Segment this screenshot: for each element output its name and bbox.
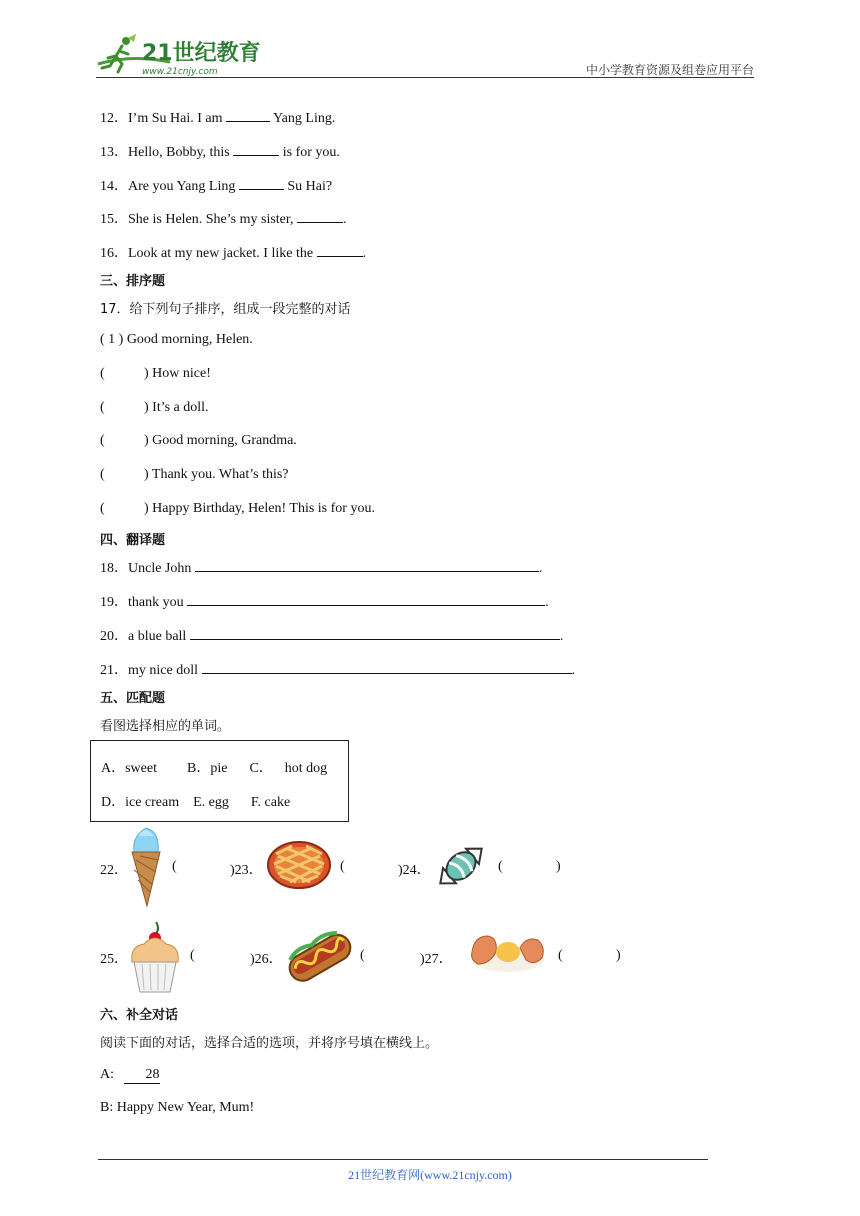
ice-cream-icon (128, 822, 164, 908)
section-instruction: 阅读下面的对话，选择合适的选项，并将序号填在横线上。 (100, 1036, 439, 1051)
question-21: 21．my nice doll . (100, 659, 575, 679)
question-24-number: )24． (398, 863, 431, 878)
ordering-item: ( ) Thank you. What’s this? (100, 467, 289, 482)
answer-blank[interactable] (317, 242, 363, 257)
question-22-number: 22． (100, 863, 128, 878)
question-25-number: 25． (100, 952, 128, 967)
question-23-number: )23． (230, 863, 263, 878)
section-title: 四、翻译题 (100, 533, 166, 548)
logo-url: www.21cnjy.com (142, 67, 218, 77)
question-15: 15．She is Helen. She’s my sister, . (100, 208, 346, 228)
word-options-box (90, 740, 349, 822)
question-27-number: )27． (420, 952, 453, 967)
question-13: 13．Hello, Bobby, this is for you. (100, 141, 340, 161)
answer-blank[interactable] (233, 141, 279, 156)
answer-paren-close: ) (616, 948, 621, 963)
section-title: 五、匹配题 (100, 691, 166, 706)
answer-paren-open: ( (340, 859, 345, 874)
footer-text: 21世纪教育网(www.21cnjy.com) (348, 1168, 512, 1182)
section-title: 六、补全对话 (100, 1008, 179, 1023)
dialogue-line-b: B: Happy New Year, Mum! (100, 1100, 255, 1115)
answer-blank[interactable]: 28 (124, 1067, 160, 1084)
section-instruction: 看图选择相应的单词。 (100, 719, 231, 734)
answer-paren-open: ( (190, 948, 195, 963)
eggs-icon (464, 930, 546, 974)
answer-paren-open: ( (360, 948, 365, 963)
answer-blank[interactable] (190, 625, 560, 640)
question-18: 18．Uncle John . (100, 557, 542, 577)
answer-blank[interactable] (202, 659, 572, 674)
hot-dog-icon (284, 925, 354, 987)
question-14: 14．Are you Yang Ling Su Hai? (100, 175, 332, 195)
ordering-item: ( ) How nice! (100, 366, 211, 381)
answer-paren-open: ( (498, 859, 503, 874)
answer-paren-open: ( (558, 948, 563, 963)
question-26-number: )26． (250, 952, 283, 967)
ordering-item-1: ( 1 ) Good morning, Helen. (100, 332, 253, 347)
answer-blank[interactable] (226, 107, 270, 122)
options-row: D．ice cream E. egg F. cake (101, 795, 291, 810)
header-platform-text: 中小学教育资源及组卷应用平台 (585, 63, 754, 77)
answer-blank[interactable] (297, 208, 343, 223)
section-title: 三、排序题 (100, 274, 166, 289)
candy-icon (432, 836, 490, 896)
answer-blank[interactable] (195, 557, 539, 572)
answer-blank[interactable] (239, 175, 284, 190)
logo-text: 21世纪教育 (142, 41, 261, 66)
ordering-item: ( ) Good morning, Grandma. (100, 433, 297, 448)
section-instruction: 17．给下列句子排序，组成一段完整的对话 (100, 302, 351, 317)
answer-paren-close: ) (556, 859, 561, 874)
ordering-item: ( ) It’s a doll. (100, 400, 209, 415)
header-divider (96, 77, 754, 78)
cupcake-icon (126, 918, 184, 994)
dialogue-line-a: A: 28 (100, 1067, 160, 1082)
question-20: 20．a blue ball . (100, 625, 563, 645)
answer-paren-open: ( (172, 859, 177, 874)
pie-icon (266, 838, 332, 890)
question-19: 19．thank you . (100, 591, 549, 611)
footer-divider (98, 1159, 708, 1160)
ordering-item: ( ) Happy Birthday, Helen! This is for you. (100, 501, 375, 516)
logo-icon (92, 34, 262, 78)
options-row: A．sweet B．pie C． hot dog (101, 761, 328, 776)
question-12: 12．I’m Su Hai. I am Yang Ling. (100, 107, 335, 127)
answer-blank[interactable] (187, 591, 545, 606)
question-16: 16．Look at my new jacket. I like the . (100, 242, 366, 262)
